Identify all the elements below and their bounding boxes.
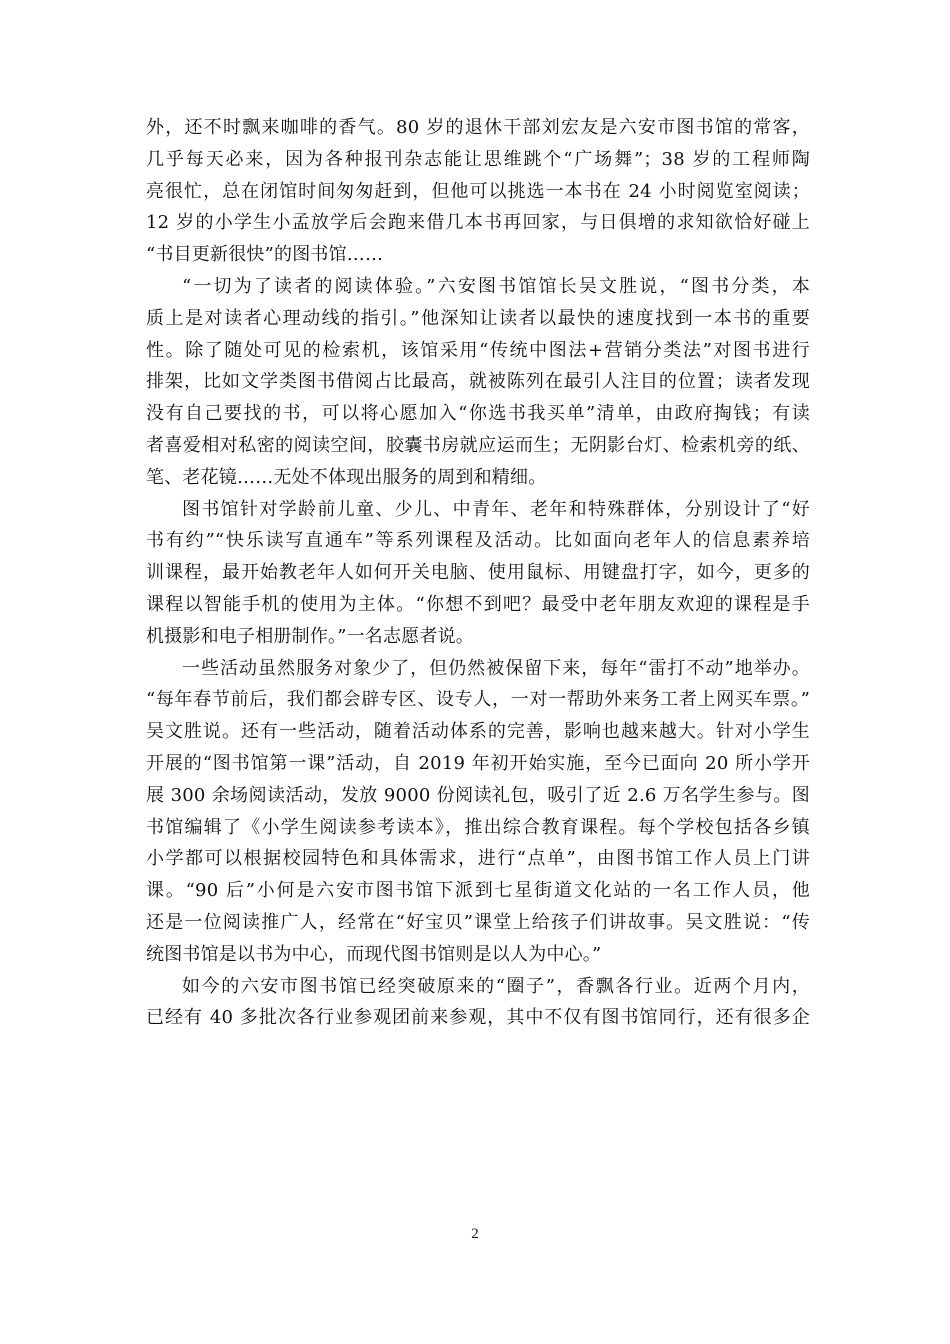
paragraph-5 <box>146 971 810 1035</box>
text-line: 训课程，最开始教老年人如何开关电脑、使用鼠标、用键盘打字，如今，更多的 <box>146 562 810 584</box>
text-line: 机摄影和电子相册制作。”一名志愿者说。 <box>146 625 475 647</box>
text-line: 书有约”“快乐读写直通车”等系列课程及活动。比如面向老年人的信息素养培 <box>146 530 810 552</box>
text-line: 外，还不时飘来咖啡的香气。80 岁的退休干部刘宏友是六安市图书馆的常客， <box>146 117 810 138</box>
text-line: 图书馆针对学龄前儿童、少儿、中青年、老年和特殊群体，分别设计了“好 <box>182 498 810 520</box>
text-line: 排架，比如文学类图书借阅占比最高，就被陈列在最引人注目的位置；读者发现 <box>146 371 810 393</box>
text-line: 质上是对读者心理动线的指引。”他深知让读者以最快的速度找到一本书的重要 <box>146 307 810 329</box>
text-line: 课。“90 后”小何是六安市图书馆下派到七星街道文化站的一名工作人员，他 <box>146 880 810 902</box>
text-line: 开展的“图书馆第一课”活动，自 2019 年初开始实施，至今已面向 20 所小学开 <box>146 752 810 774</box>
text-line: 12 岁的小学生小孟放学后会跑来借几本书再回家，与日俱增的求知欲恰好碰上 <box>146 212 810 234</box>
text-line: 展 300 余场阅读活动，发放 9000 份阅读礼包，吸引了近 2.6 万名学生参与。图 <box>146 784 810 806</box>
paragraph-1 <box>146 112 810 271</box>
text-line: 几乎每天必来，因为各种报刊杂志能让思维跳个“广场舞”；38 岁的工程师陶 <box>146 148 810 170</box>
text-line: “一切为了读者的阅读体验。”六安图书馆馆长吴文胜说，“图书分类，本 <box>182 275 810 297</box>
text-line: 没有自己要找的书，可以将心愿加入“你选书我买单”清单，由政府掏钱；有读 <box>146 403 810 425</box>
text-line: 吴文胜说。还有一些活动，随着活动体系的完善，影响也越来越大。针对小学生 <box>146 721 810 743</box>
text-line: 如今的六安市图书馆已经突破原来的“圈子”，香飘各行业。近两个月内， <box>182 975 810 997</box>
text-line: “每年春节前后，我们都会辟专区、设专人，一对一帮助外来务工者上网买车票。” <box>146 689 810 711</box>
text-line: 已经有 40 多批次各行业参观团前来参观，其中不仅有图书馆同行，还有很多企 <box>146 1007 810 1029</box>
text-line: 统图书馆是以书为中心，而现代图书馆则是以人为中心。” <box>146 943 602 965</box>
text-line: 者喜爱相对私密的阅读空间，胶囊书房就应运而生；无阴影台灯、检索机旁的纸、 <box>146 434 810 456</box>
paragraph-4 <box>146 653 810 971</box>
text-line: 课程以智能手机的使用为主体。“你想不到吧？最受中老年朋友欢迎的课程是手 <box>146 593 810 615</box>
text-line: 笔、老花镜……无处不体现出服务的周到和精细。 <box>146 466 547 488</box>
page-number: 2 <box>471 1226 479 1242</box>
text-line: 书馆编辑了《小学生阅读参考读本》，推出综合教育课程。每个学校包括各乡镇 <box>146 816 810 838</box>
document-body <box>146 112 810 1034</box>
text-line: “书目更新很快”的图书馆…… <box>146 244 384 266</box>
paragraph-2 <box>146 271 810 494</box>
paragraph-3 <box>146 494 810 653</box>
text-line: 还是一位阅读推广人，经常在“好宝贝”课堂上给孩子们讲故事。吴文胜说：“传 <box>146 911 810 933</box>
text-line: 亮很忙，总在闭馆时间匆匆赶到，但他可以挑选一本书在 24 小时阅览室阅读； <box>146 180 810 202</box>
text-line: 一些活动虽然服务对象少了，但仍然被保留下来，每年“雷打不动”地举办。 <box>182 657 810 679</box>
text-line: 性。除了随处可见的检索机，该馆采用“传统中图法+营销分类法”对图书进行 <box>146 339 810 361</box>
text-line: 小学都可以根据校园特色和具体需求，进行“点单”，由图书馆工作人员上门讲 <box>146 848 810 870</box>
